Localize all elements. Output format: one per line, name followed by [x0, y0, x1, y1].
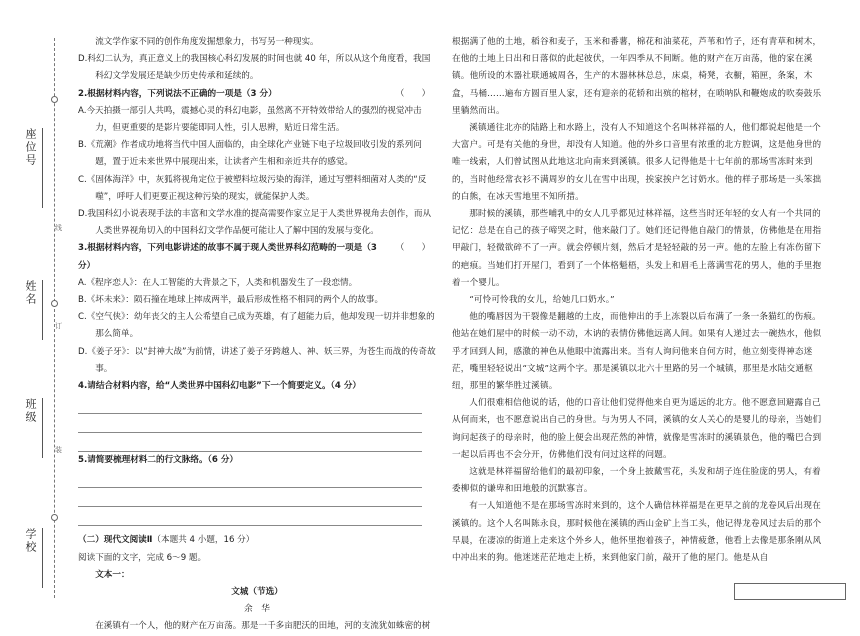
seat-number-label: 座位号 — [24, 128, 37, 167]
passage-paragraph: 那时候的溪镇，那些哺乳中的女人几乎都见过林祥福，这些当时还年轻的女人有一个共同的记忆：总是在自己的孩子啼哭之时，他来敲门了。她们还记得他自敲门的情景，仿佛他是在用指甲敲门，轻微欲碎不了一声。就会停顿片刻，然后才是轻轻敲的另一声。他的左脸上有冻伤留下的疤痕。当她们打开屋门，看到了一个体格魁梧，头发上和眉毛上落满雪花的男人，他的手里抱着一个婴儿。 — [452, 209, 822, 288]
passage-paragraph: 根据满了他的土地，稻谷和麦子，玉米和番薯，棉花和油菜花，芦苇和竹子，还有青草和树木，在他的土地上日出和日落似的此起彼伏，一年四季从不间断。他的财产在万亩荡，他的家在溪镇。他所设的木器社联通城周各，生产的木器林林总总，床桌，椅凳，衣橱，箱匣，条案，木盒，马桶……遍布方圆百里人家，还有迎亲的花轿和出殡的棺材，在唢呐队和鞭炮成的吹奏鼓乐里躺然而出。 — [452, 37, 822, 116]
question-2-stem: 2.根据材料内容，下列说法不正确的一项是（3 分） — [78, 88, 277, 99]
section-note: （本题共 4 小题，16 分） — [152, 535, 255, 546]
question-5-answer-line[interactable] — [78, 469, 422, 488]
question-4-stem: 4.请结合材料内容，给“人类世界中国科幻电影”下一个简要定义。（4 分） — [78, 381, 362, 392]
page-footer-box — [734, 583, 846, 600]
binding-hole — [51, 96, 58, 103]
class-label: 班级 — [24, 398, 37, 424]
passage-paragraph: “可怜可怜我的女儿，给她几口奶水。” — [469, 295, 615, 306]
question-3-answer-blank[interactable]: （ ） — [395, 243, 431, 254]
binding-hole — [51, 514, 58, 521]
section-heading: （二）现代文阅读Ⅱ（本题共 4 小题，16 分） — [78, 535, 255, 546]
binding-hole — [51, 300, 58, 307]
binding-mark-order: 订 — [55, 322, 62, 330]
question-3-stem: 3.根据材料内容，下列电影讲述的故事不属于现人类世界科幻范畴的一项是（3 分） — [78, 243, 377, 271]
question-2-option-c: C.《固体海洋》中，灰狐将视角定位于被塑料垃圾污染的海洋，通过写塑料细菌对人类的“反噬”，呼吁人们更要正视这种污染的现实，就能保护人类。 — [78, 174, 427, 202]
question-2 — [78, 86, 436, 103]
passage-paragraph: 他的嘴唇因为干裂像是翻越的土皮，而他伸出的手上冻裂以后布满了一条一条猫红的伤痕。他站在她们屋中的时候一动不动，木讷的表情仿佛他远离人间。如果有人递过去一碗热水，他似乎才回到人间，感激的神色从他眼中流露出来。当有人询问他来自何方时，他立刻变得神态迷茫，嘴里轻轻说出“文城”这两个字。那是溪镇以北六十里路的另一个城镇，那里是水陆交通枢纽，那里的繁华胜过溪镇。 — [452, 312, 822, 392]
question-2-option-d: D.我国科幻小说表现手法的丰富和文学水准的提高需要作家立足于人类世界视角去创作，而从人类世界视角切入的中国科幻文学作品便可能让人了解中国的发展与变化。 — [78, 209, 432, 237]
question-5-answer-line[interactable] — [78, 488, 422, 507]
question-3-option-a: A.《程序恋人》：在人工智能的大背景之下，人类和机器发生了一段恋情。 — [78, 277, 358, 288]
seat-number-field[interactable] — [22, 128, 38, 208]
question-4-answer-line[interactable] — [78, 433, 422, 452]
name-field[interactable] — [22, 280, 38, 340]
class-field[interactable] — [22, 398, 38, 458]
option-d: D.科幻二认为，真正意义上的我国核心科幻发展的时间也就 40 年，所以从这个角度看，我国科幻文学发展还是缺少历史传承和延续的。 — [78, 54, 431, 82]
passage-paragraph: 这就是林祥福留给他们的最初印象，一个身上披戴雪花，头发和胡子连住脸庞的男人，有着委柳似的谦卑和田地般的沉默寡言。 — [452, 467, 821, 495]
question-2-answer-blank[interactable]: （ ） — [395, 88, 431, 99]
option-c-tail: 流文学作家不同的创作角度发掘想象力，书写另一种现实。 — [95, 37, 319, 47]
question-3 — [78, 240, 436, 274]
question-4-answer-line[interactable] — [78, 395, 422, 414]
name-label: 姓名 — [24, 280, 37, 306]
question-3-option-b: B.《坏未来》：陨石撞在地球上摔成两半，最后形成性格不相同的两个人的故事。 — [78, 295, 384, 306]
text-one-label: 文本一： — [95, 569, 130, 580]
question-4-answer-line[interactable] — [78, 414, 422, 433]
school-field[interactable] — [22, 528, 38, 588]
question-2-option-a: A.今天拍摄一部引人共鸣，震撼心灵的科幻电影，虽然离不开特效带给人的强烈的视觉冲击力，但更重要的是影片要能即同人性，引人思辨，贴近日常生活。 — [78, 105, 422, 134]
passage-paragraph: 有一人知道他不是在那场雪冻时来到的，这个人确信林祥福是在更早之前的龙卷风后出现在溪镇的。这个人名叫陈永良，那时候他在溪镇的西山金矿上当工头，他记得龙卷风过去后的那个早晨，在凄凉的街道上走来这个外乡人，他怀里抱着孩子，神情疲惫，他看上去像是那条刚从风中冲出来的狗。他迷迷茫茫地走上桥，来到他家门前，敲开了他的屋门。他是从自 — [452, 501, 822, 564]
question-5-stem: 5.请简要梳理材料二的行文脉络。（6 分） — [78, 455, 239, 466]
binding-mark-bind: 装 — [55, 446, 62, 454]
question-2-option-b: B.《荒潮》作者成功地将当代中国人面临的，由全球化产业链下电子垃圾回收引发的系列问题，置于近未来世界中展现出来，让读者产生相和亲近共存的感觉。 — [78, 140, 422, 168]
passage-paragraph: 溪镇通往北亦的陆路上和水路上，没有人不知道这个名叫林祥福的人，他们都说起他是一个大富户。可是有关他的身世，却没有人知道。他的外乡口音里有浓重的北方腔调，这是他身世的唯一线索，人们曾试图从此地这北向南来到溪镇。很多人记得他是十七年前的那场雪冻时来到的，当时他经常衣衫不满周岁的女儿在雪中出现，挨家挨户乞讨奶水。他的样子那场是一头笨拙的白熊，在冰天雪地里不知所措。 — [452, 123, 822, 202]
right-column — [452, 34, 826, 567]
passage-author: 余 华 — [244, 604, 270, 615]
passage-paragraph: 人们很难相信他说的话，他的口音让他们觉得他来自更为遥远的北方。他不愿意回避露自己从何而来，也不愿意说出自己的身世。与为男人不同，溪镇的女人关心的是婴儿的母亲，当她们询问起孩子的母亲时，他的脸上便会出现茫然的神情，就像是雪冻时的溪镇景色，他的嘴巴合到一起以后再也不会分开，仿佛他们没有问过这样的问题。 — [452, 398, 822, 460]
school-label: 学校 — [24, 528, 37, 554]
binding-margin — [0, 0, 60, 609]
question-3-option-c: C.《空气侠》：幼年丧父的主人公希望自己成为英雄，有了超能力后，他却发现一切并非想象的那么简单。 — [78, 312, 435, 340]
binding-mark-line: 线 — [55, 224, 62, 232]
question-3-option-d: D.《姜子牙》：以“封神大战”为前情，讲述了姜子牙跨越人、神、妖三界，为苍生而战的传奇故事。 — [78, 346, 436, 374]
question-5-answer-line[interactable] — [78, 507, 422, 526]
passage-first-line: 在溪镇有一个人，他的财产在万亩荡。那是一千多亩肥沃的田地，河的支流犹如蛛密的树 — [95, 621, 431, 632]
section-instruction: 阅读下面的文字，完成 6～9 题。 — [78, 552, 207, 563]
left-column — [78, 34, 436, 632]
passage-title: 文城（节选） — [231, 587, 283, 598]
